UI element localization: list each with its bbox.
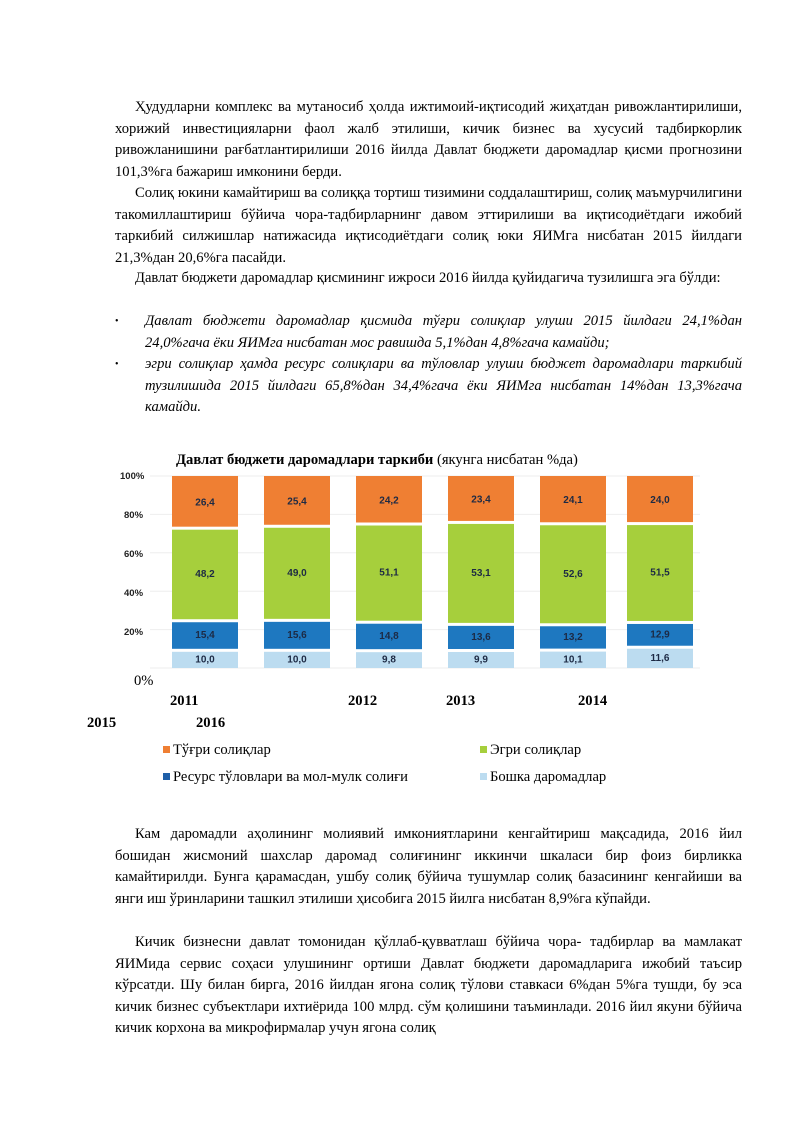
- stacked-bar-chart: [100, 466, 700, 676]
- legend-item-other-revenues: [480, 769, 606, 786]
- year-label: 2013: [446, 693, 476, 709]
- year-label: 2012: [348, 693, 378, 709]
- bullet-marker: •: [115, 359, 119, 370]
- legend-label: Эгри солиқлар: [490, 742, 582, 758]
- data-label: 24,2: [379, 495, 399, 507]
- bullet-item-direct-taxes: [115, 311, 742, 354]
- chart-title-unit: (якунга нисбатан %да): [433, 452, 578, 468]
- year-label: 2016: [196, 715, 226, 731]
- paragraph-tax-burden: Солиқ юкини камайтириш ва солиққа тортиш тизимини соддалаштириш, солиқ маъмурчилигини такомиллаштириш бўйича чора-тадбирларнинг давом эттирилиши ва иқтисодиётдаги ижобий таркибий силжишлар натижасида иқтисодиётдаги солиқ юки ЯИМга нисбатан 2015 йилдаги 21,3%дан 20,6%га пасайди.: [115, 185, 742, 266]
- data-label: 15,4: [195, 630, 215, 642]
- data-label: 48,2: [195, 568, 215, 580]
- paragraph-small-business: Кичик бизнесни давлат томонидан қўллаб-қувватлаш бўйича чора- тадбирлар ва мамлакат ЯИМида сервис соҳаси улушининг ортиши Давлат бюджети даромадларига ижобий таъсир кўрсатди. Шу билан бирга, 2016 йилдан ягона солиқ тўлови ставкаси 6%дан 5%га тушди, бу эса кичик бизнес субъектлари ихтиёрида 100 млрд. сўм қолишини таъминлади. 2016 йил якуни бўйича кичик корхона ва микрофирмалар учун ягона солиқ: [115, 934, 742, 1036]
- year-label: 2011: [170, 693, 199, 709]
- legend-item-resource-payments: [163, 769, 408, 786]
- legend-swatch: [163, 773, 170, 780]
- data-label: 23,4: [471, 494, 491, 506]
- data-label: 13,2: [563, 631, 583, 643]
- data-label: 24,0: [650, 495, 670, 507]
- y-tick-label: 100%: [120, 471, 145, 482]
- year-label: 2015: [87, 715, 117, 731]
- paragraph-budget-structure-intro: Давлат бюджети даромадлар қисмининг ижроси 2016 йилда қуйидагича тузилишга эга бўлди:: [135, 270, 721, 286]
- data-label: 9,9: [474, 654, 488, 666]
- legend-item-direct-taxes: [163, 742, 271, 759]
- data-label: 15,6: [287, 629, 307, 641]
- data-label: 10,0: [287, 654, 307, 666]
- paragraph-income-tax: Кам даромадли аҳолининг молиявий имкониятларини кенгайтириш мақсадида, 2016 йил бошидан жисмоний шахслар даромад солиғининг иккинчи шкаласи бир фоиз бирликка камайтирилди. Бунга қарамасдан, ушбу солиқ бўйича тушумлар солиқ базасининг кенгайиши ва янги иш ўринларини ташкил этилиши ҳисобига 2015 йилга нисбатан 8,9%га кўпайди.: [115, 826, 742, 907]
- data-label: 26,4: [195, 497, 215, 509]
- data-label: 9,8: [382, 654, 396, 666]
- y-tick-label: 60%: [124, 549, 144, 560]
- chart-title-bold: Давлат бюджети даромадлари таркиби: [176, 452, 434, 468]
- data-label: 51,5: [650, 567, 670, 579]
- bullet-marker: •: [115, 316, 119, 327]
- data-label: 10,1: [563, 654, 583, 666]
- data-label: 10,0: [195, 654, 215, 666]
- data-label: 49,0: [287, 567, 307, 579]
- paragraph-regional-development: Ҳудудларни комплекс ва мутаносиб ҳолда ижтимоий-иқтисодий жиҳатдан ривожлантирилиши, хорижий инвестицияларни фаол жалб этилиши, кичик бизнес ва хусусий тадбиркорлик ривожланишини рағбатлантирилиши 2016 йилда Давлат бюджети даромадлар қисми прогнозини 101,3%га бажариш имконини берди.: [115, 99, 742, 180]
- y-axis-zero-label: 0%: [134, 673, 154, 689]
- legend-swatch: [480, 746, 487, 753]
- data-label: 53,1: [471, 567, 491, 579]
- data-label: 14,8: [379, 630, 399, 642]
- year-label: 2014: [578, 693, 608, 709]
- y-tick-label: 20%: [124, 627, 144, 638]
- bullet-text: Давлат бюджети даромадлар қисмида тўғри солиқлар улуши 2015 йилдаги 24,1%дан 24,0%гача ёки ЯИМга нисбатан мос равишда 5,1%дан 4,8%гача камайди;: [145, 313, 742, 351]
- data-label: 11,6: [650, 652, 670, 664]
- bullet-text: эгри солиқлар ҳамда ресурс солиқлари ва тўловлар улуши бюджет даромадлари таркибий тузилишида 2015 йилдаги 65,8%дан 34,4%гача ёки ЯИМга нисбатан 14%дан 13,3%гача камайди.: [145, 356, 742, 415]
- legend-swatch: [163, 746, 170, 753]
- legend-label: Тўғри солиқлар: [173, 742, 271, 758]
- bullet-item-indirect-taxes: [115, 354, 742, 419]
- data-label: 51,1: [379, 567, 399, 579]
- y-tick-label: 80%: [124, 510, 144, 521]
- data-label: 25,4: [287, 496, 307, 508]
- legend-label: Ресурс тўловлари ва мол-мулк солиғи: [173, 769, 408, 785]
- legend-item-indirect-taxes: [480, 742, 581, 759]
- data-label: 24,1: [563, 495, 583, 507]
- data-label: 13,6: [471, 631, 491, 643]
- y-tick-label: 40%: [124, 588, 144, 599]
- data-label: 52,6: [563, 568, 583, 580]
- data-label: 12,9: [650, 629, 670, 641]
- legend-swatch: [480, 773, 487, 780]
- legend-label: Бошка даромадлар: [490, 769, 607, 785]
